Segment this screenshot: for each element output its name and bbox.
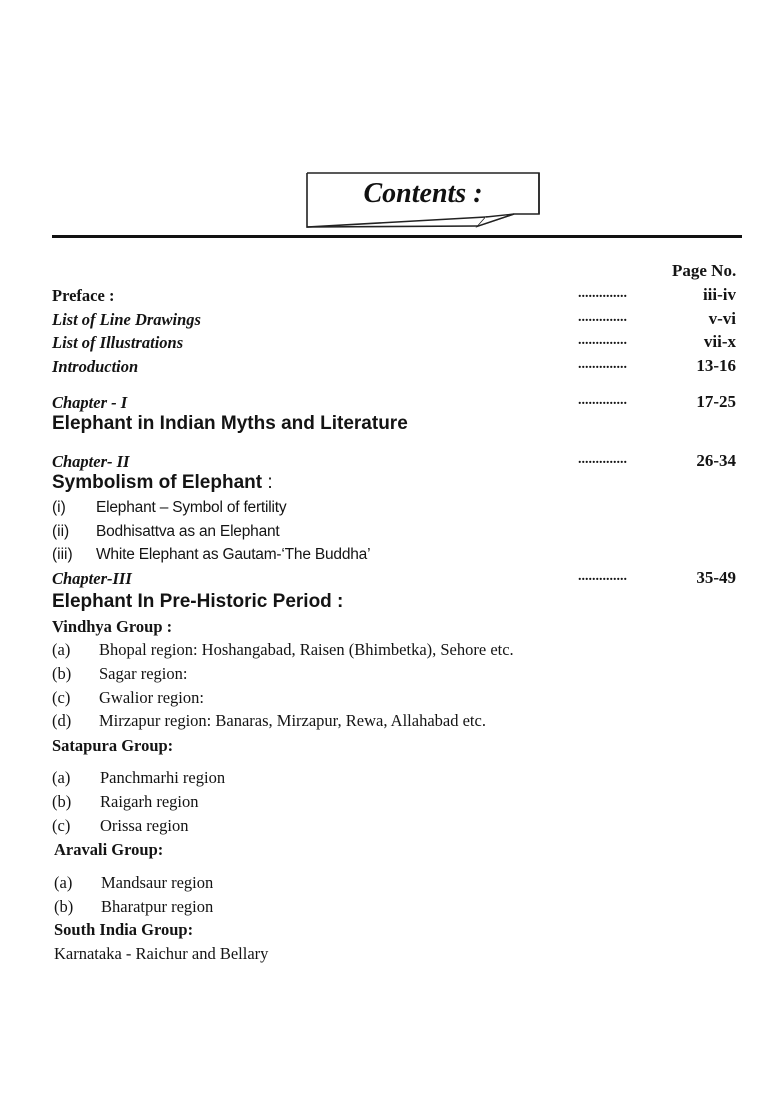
vindhya-item-3: Gwalior region: bbox=[99, 688, 204, 707]
chapter-1-label: Chapter - I bbox=[52, 393, 128, 412]
chapter-2-heading-colon: : bbox=[267, 472, 273, 493]
entry-line-drawings-dots: .............. bbox=[578, 310, 627, 325]
chapter-2-item-2-num: (ii) bbox=[52, 523, 70, 540]
vindhya-item-2: Sagar region: bbox=[99, 664, 188, 683]
entry-illustrations-dots: .............. bbox=[578, 333, 627, 348]
chapter-2-pages: 26-34 bbox=[696, 451, 736, 470]
south-india-text: Karnataka - Raichur and Bellary bbox=[54, 944, 269, 963]
chapter-2-item-3: White Elephant as Gautam-‘The Buddha’ bbox=[96, 546, 371, 563]
entry-introduction-pages: 13-16 bbox=[696, 356, 736, 375]
entry-illustrations-pages: vii-x bbox=[703, 332, 736, 351]
entry-preface-pages: iii-iv bbox=[702, 285, 736, 304]
entry-preface: Preface : bbox=[52, 286, 115, 305]
vindhya-item-4: Mirzapur region: Banaras, Mirzapur, Rewa, Allahabad etc. bbox=[99, 711, 486, 730]
chapter-1-pages: 17-25 bbox=[696, 392, 736, 411]
chapter-2-heading-text: Symbolism of Elephant bbox=[52, 472, 263, 493]
chapter-2-item-1-num: (i) bbox=[52, 499, 66, 516]
satapura-item-3-num: (c) bbox=[52, 816, 71, 835]
aravali-item-2: Bharatpur region bbox=[101, 897, 214, 916]
aravali-group-heading: Aravali Group: bbox=[54, 840, 164, 859]
satapura-item-2-num: (b) bbox=[52, 792, 72, 811]
chapter-2-dots: .............. bbox=[578, 452, 627, 467]
chapter-1-heading: Elephant in Indian Myths and Literature bbox=[52, 413, 408, 434]
chapter-3-label: Chapter-III bbox=[52, 569, 132, 588]
aravali-item-1-num: (a) bbox=[54, 873, 73, 892]
entry-line-drawings: List of Line Drawings bbox=[52, 310, 201, 329]
satapura-item-3: Orissa region bbox=[100, 816, 189, 835]
page-title: Contents : bbox=[363, 178, 483, 209]
chapter-2-item-3-num: (iii) bbox=[52, 546, 73, 563]
chapter-3-pages: 35-49 bbox=[696, 568, 736, 587]
satapura-item-1: Panchmarhi region bbox=[100, 768, 226, 787]
aravali-item-2-num: (b) bbox=[54, 897, 74, 916]
chapter-3-dots: .............. bbox=[578, 569, 627, 584]
page-no-header: Page No. bbox=[672, 261, 737, 280]
chapter-2-label: Chapter- II bbox=[52, 452, 130, 471]
vindhya-item-1: Bhopal region: Hoshangabad, Raisen (Bhimbetka), Sehore etc. bbox=[99, 640, 514, 659]
chapter-2-heading bbox=[52, 472, 273, 494]
aravali-item-1: Mandsaur region bbox=[101, 873, 214, 892]
chapter-1-dots: .............. bbox=[578, 393, 627, 408]
entry-illustrations: List of Illustrations bbox=[52, 333, 184, 352]
chapter-2-item-2: Bodhisattva as an Elephant bbox=[96, 523, 280, 540]
vindhya-item-3-num: (c) bbox=[52, 688, 71, 707]
vindhya-item-4-num: (d) bbox=[52, 711, 72, 730]
chapter-2-item-1: Elephant – Symbol of fertility bbox=[96, 499, 287, 516]
entry-introduction: Introduction bbox=[52, 357, 139, 376]
title-rule bbox=[52, 235, 742, 238]
entry-line-drawings-pages: v-vi bbox=[708, 309, 736, 328]
south-india-group-heading: South India Group: bbox=[54, 920, 194, 939]
chapter-3-heading: Elephant In Pre-Historic Period : bbox=[52, 591, 344, 612]
vindhya-group-heading: Vindhya Group : bbox=[52, 617, 173, 636]
satapura-item-1-num: (a) bbox=[52, 768, 71, 787]
entry-introduction-dots: .............. bbox=[578, 357, 627, 372]
vindhya-item-1-num: (a) bbox=[52, 640, 71, 659]
satapura-group-heading: Satapura Group: bbox=[52, 736, 174, 755]
satapura-item-2: Raigarh region bbox=[100, 792, 199, 811]
title-box bbox=[306, 172, 540, 228]
vindhya-item-2-num: (b) bbox=[52, 664, 72, 683]
entry-preface-dots: .............. bbox=[578, 286, 627, 301]
